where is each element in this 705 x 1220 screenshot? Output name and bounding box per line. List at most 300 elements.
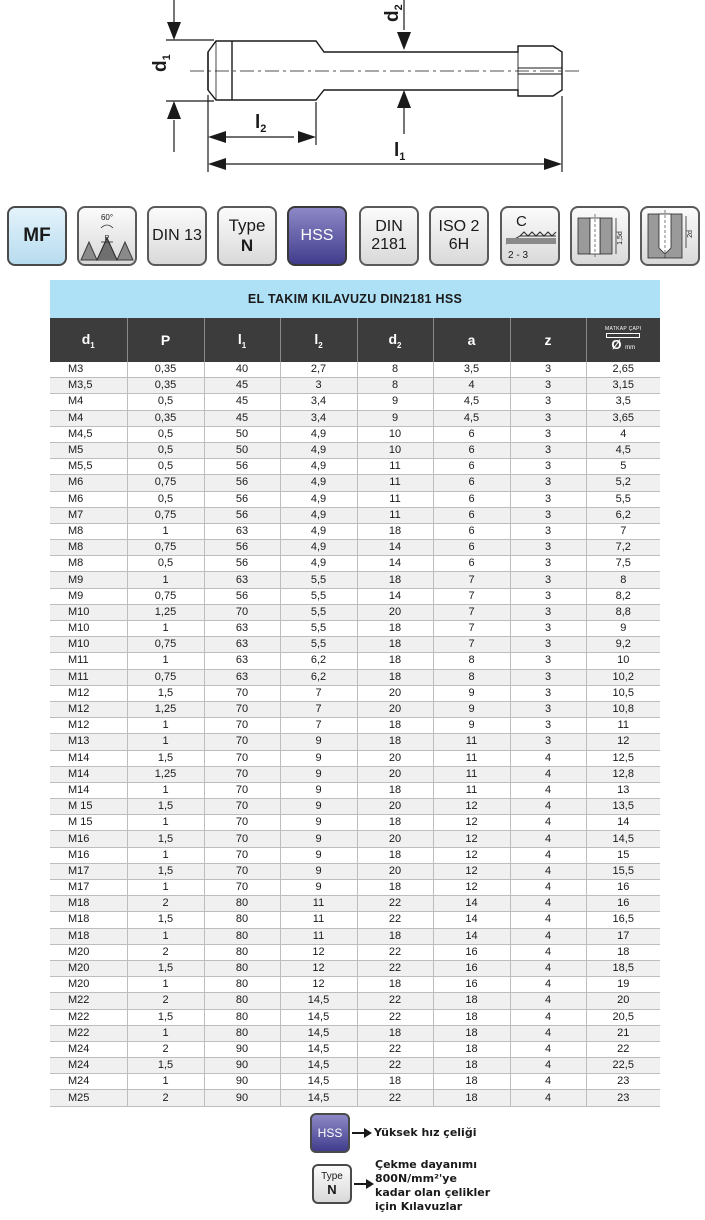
table-cell: 11 [586, 718, 660, 734]
table-cell: 22 [357, 993, 433, 1009]
table-cell: 70 [204, 782, 280, 798]
table-cell: 70 [204, 880, 280, 896]
table-cell: 1,25 [127, 766, 204, 782]
table-cell: 3,65 [586, 410, 660, 426]
table-cell: M14 [50, 782, 127, 798]
table-row [50, 1009, 660, 1025]
table-cell: 63 [204, 523, 280, 539]
table-cell: 3 [510, 637, 586, 653]
table-cell: 1 [127, 977, 204, 993]
table-cell: 7 [433, 604, 510, 620]
table-cell: 3 [510, 426, 586, 442]
table-cell: M16 [50, 831, 127, 847]
mf-badge: MF [7, 206, 67, 266]
column-header-z: z [510, 318, 586, 362]
table-row [50, 1074, 660, 1090]
table-cell: 20 [357, 604, 433, 620]
table-cell: 50 [204, 426, 280, 442]
table-cell: 4 [510, 960, 586, 976]
table-cell: M9 [50, 588, 127, 604]
table-cell: 9 [280, 734, 357, 750]
table-cell: 18 [433, 1090, 510, 1106]
table-cell: 0,5 [127, 491, 204, 507]
table-cell: 18 [357, 815, 433, 831]
table-cell: 70 [204, 734, 280, 750]
table-row [50, 1041, 660, 1057]
table-cell: 2 [127, 896, 204, 912]
table-cell: 1 [127, 1025, 204, 1041]
table-cell: 80 [204, 993, 280, 1009]
table-cell: 9 [280, 799, 357, 815]
table-cell: 4,5 [433, 394, 510, 410]
table-row [50, 685, 660, 701]
table-cell: 0,35 [127, 378, 204, 394]
table-cell: 1 [127, 815, 204, 831]
table-cell: 10,8 [586, 701, 660, 717]
table-cell: 19 [586, 977, 660, 993]
table-cell: 4,9 [280, 523, 357, 539]
table-cell: 1,25 [127, 701, 204, 717]
table-cell: 11 [433, 766, 510, 782]
table-cell: 2,7 [280, 362, 357, 378]
l1-label: $l_1$ [394, 140, 406, 163]
table-cell: 4,9 [280, 491, 357, 507]
table-cell: 0,5 [127, 556, 204, 572]
table-cell: 7 [280, 685, 357, 701]
table-cell: 4 [510, 912, 586, 928]
table-cell: 0,5 [127, 394, 204, 410]
table-cell: 4,5 [433, 410, 510, 426]
table-cell: 5,5 [280, 588, 357, 604]
table-row [50, 928, 660, 944]
table-cell: 9 [280, 880, 357, 896]
table-cell: 80 [204, 928, 280, 944]
table-cell: 16 [586, 896, 660, 912]
table-row [50, 734, 660, 750]
table-cell: 16 [433, 977, 510, 993]
table-cell: 6 [433, 459, 510, 475]
table-cell: 4,9 [280, 507, 357, 523]
table-cell: 4 [510, 1058, 586, 1074]
table-cell: 4 [510, 750, 586, 766]
table-row [50, 475, 660, 491]
spec-badge-row [7, 206, 697, 268]
table-cell: 0,35 [127, 362, 204, 378]
table-cell: 2 [127, 1041, 204, 1057]
table-cell: 20 [357, 863, 433, 879]
table-cell: M 15 [50, 799, 127, 815]
table-cell: 9 [280, 815, 357, 831]
table-cell: 20 [357, 831, 433, 847]
table-row [50, 863, 660, 879]
chamfer-icon [502, 208, 558, 264]
table-cell: 3 [510, 701, 586, 717]
table-row [50, 378, 660, 394]
table-cell: 11 [433, 750, 510, 766]
table-cell: 80 [204, 1009, 280, 1025]
table-cell: 18 [357, 669, 433, 685]
table-cell: 14,5 [586, 831, 660, 847]
through-hole-badge [570, 206, 630, 266]
table-cell: 5,5 [280, 604, 357, 620]
table-cell: M20 [50, 944, 127, 960]
table-row [50, 977, 660, 993]
table-row [50, 442, 660, 458]
table-cell: 7 [433, 621, 510, 637]
table-cell: M6 [50, 491, 127, 507]
table-cell: 0,75 [127, 540, 204, 556]
table-cell: 3 [280, 378, 357, 394]
table-cell: M24 [50, 1041, 127, 1057]
table-cell: 8,8 [586, 604, 660, 620]
table-cell: 45 [204, 378, 280, 394]
table-row [50, 669, 660, 685]
table-cell: 16 [433, 944, 510, 960]
table-row [50, 523, 660, 539]
table-cell: 18 [357, 782, 433, 798]
table-cell: M12 [50, 685, 127, 701]
table-cell: 4 [510, 977, 586, 993]
table-cell: 10 [357, 442, 433, 458]
table-cell: 3 [510, 507, 586, 523]
table-cell: 20 [586, 993, 660, 1009]
table-cell: 10,5 [586, 685, 660, 701]
table-cell: 20 [357, 766, 433, 782]
table-cell: 4 [510, 847, 586, 863]
table-cell: 0,5 [127, 442, 204, 458]
table-cell: 14,5 [280, 1025, 357, 1041]
table-cell: 0,75 [127, 588, 204, 604]
table-cell: 4 [510, 831, 586, 847]
table-cell: 0,75 [127, 507, 204, 523]
table-cell: 8 [433, 653, 510, 669]
table-cell: 1,5 [127, 960, 204, 976]
table-cell: 3 [510, 540, 586, 556]
table-cell: 6 [433, 523, 510, 539]
table-row [50, 604, 660, 620]
table-cell: 4 [586, 426, 660, 442]
table-cell: M24 [50, 1058, 127, 1074]
table-row [50, 993, 660, 1009]
table-cell: 12 [433, 799, 510, 815]
table-cell: 14 [357, 540, 433, 556]
table-cell: 22 [357, 1058, 433, 1074]
table-row [50, 653, 660, 669]
table-cell: M12 [50, 718, 127, 734]
table-cell: 3 [510, 410, 586, 426]
table-cell: 9 [586, 621, 660, 637]
table-cell: 3 [510, 475, 586, 491]
table-cell: 11 [357, 475, 433, 491]
table-row [50, 799, 660, 815]
table-cell: 4 [510, 880, 586, 896]
table-row [50, 491, 660, 507]
thread-profile-icon [79, 208, 135, 264]
table-cell: 18 [357, 734, 433, 750]
table-cell: 11 [280, 928, 357, 944]
table-cell: 4 [510, 863, 586, 879]
svg-text:1,5d: 1,5d [617, 231, 624, 245]
type-n-badge: Type N [217, 206, 277, 266]
table-cell: 70 [204, 847, 280, 863]
table-cell: 3,4 [280, 394, 357, 410]
table-cell: 12,8 [586, 766, 660, 782]
table-cell: 22 [586, 1041, 660, 1057]
table-cell: 9 [357, 410, 433, 426]
table-cell: 11 [357, 507, 433, 523]
table-cell: 90 [204, 1090, 280, 1106]
table-cell: M5 [50, 442, 127, 458]
table-cell: 4 [510, 799, 586, 815]
legend-type-text: Çekme dayanımı 800N/mm²'ye kadar olan çelikler için Kılavuzlar [375, 1158, 491, 1213]
column-header-a: a [433, 318, 510, 362]
table-cell: 18 [357, 847, 433, 863]
table-cell: M8 [50, 540, 127, 556]
table-cell: 0,5 [127, 426, 204, 442]
table-cell: 3 [510, 572, 586, 588]
table-cell: 12 [433, 863, 510, 879]
legend-type-badge: Type N [312, 1164, 352, 1204]
table-cell: 70 [204, 685, 280, 701]
table-cell: M4,5 [50, 426, 127, 442]
table-cell: 0,5 [127, 459, 204, 475]
table-cell: 18 [357, 977, 433, 993]
table-cell: M10 [50, 604, 127, 620]
table-cell: 70 [204, 815, 280, 831]
chamfer-badge [500, 206, 560, 266]
table-cell: M16 [50, 847, 127, 863]
table-cell: 14,5 [280, 1058, 357, 1074]
table-cell: 90 [204, 1058, 280, 1074]
table-row [50, 701, 660, 717]
din13-badge: DIN 13 [147, 206, 207, 266]
table-cell: 14,5 [280, 1041, 357, 1057]
table-cell: 1 [127, 1074, 204, 1090]
column-header-drill-diameter: MATKAP ÇAPI Ø mm [586, 318, 660, 362]
table-cell: M10 [50, 637, 127, 653]
table-cell: 22 [357, 896, 433, 912]
table-cell: M6 [50, 475, 127, 491]
table-cell: 20 [357, 701, 433, 717]
table-cell: 1 [127, 847, 204, 863]
table-cell: 4 [510, 1090, 586, 1106]
table-cell: 4 [510, 928, 586, 944]
column-header-l1: $l_1$ [204, 318, 280, 362]
table-cell: 3 [510, 734, 586, 750]
table-cell: 18 [357, 1025, 433, 1041]
table-cell: 18 [433, 1009, 510, 1025]
table-cell: 63 [204, 621, 280, 637]
table-row [50, 588, 660, 604]
table-row [50, 1058, 660, 1074]
table-row [50, 718, 660, 734]
table-cell: 4 [510, 896, 586, 912]
table-row [50, 556, 660, 572]
table-cell: 9 [280, 831, 357, 847]
table-cell: M18 [50, 912, 127, 928]
table-cell: 4,9 [280, 426, 357, 442]
table-cell: 23 [586, 1090, 660, 1106]
table-cell: 3,4 [280, 410, 357, 426]
table-cell: 14 [433, 928, 510, 944]
table-cell: M4 [50, 410, 127, 426]
table-cell: 5,5 [280, 637, 357, 653]
table-cell: 4,9 [280, 556, 357, 572]
l2-label: $l_2$ [255, 112, 267, 135]
table-cell: 10,2 [586, 669, 660, 685]
table-cell: 70 [204, 750, 280, 766]
table-cell: 8 [433, 669, 510, 685]
table-cell: 7 [280, 718, 357, 734]
table-cell: 18 [357, 523, 433, 539]
table-cell: 18 [357, 928, 433, 944]
table-cell: 14,5 [280, 993, 357, 1009]
table-cell: 14 [357, 588, 433, 604]
table-cell: 13 [586, 782, 660, 798]
table-cell: 17 [586, 928, 660, 944]
table-cell: 18 [357, 880, 433, 896]
table-cell: 22 [357, 1009, 433, 1025]
table-cell: 4 [510, 815, 586, 831]
table-cell: 18 [433, 993, 510, 1009]
table-cell: 6,2 [280, 653, 357, 669]
table-cell: 22 [357, 960, 433, 976]
table-cell: M4 [50, 394, 127, 410]
table-cell: 16 [586, 880, 660, 896]
svg-text:P: P [104, 235, 110, 242]
table-cell: 56 [204, 556, 280, 572]
table-row [50, 960, 660, 976]
table-cell: 9 [433, 701, 510, 717]
table-row [50, 394, 660, 410]
table-cell: 56 [204, 540, 280, 556]
table-cell: 4,9 [280, 459, 357, 475]
blind-hole-icon [642, 208, 698, 264]
table-row [50, 944, 660, 960]
svg-text:2 - 3: 2 - 3 [508, 250, 529, 261]
table-cell: 12 [586, 734, 660, 750]
table-row [50, 750, 660, 766]
table-cell: 6 [433, 540, 510, 556]
tap-dimension-drawing [0, 0, 705, 200]
table-cell: 5,2 [586, 475, 660, 491]
table-cell: M22 [50, 1009, 127, 1025]
table-cell: 7,2 [586, 540, 660, 556]
table-cell: 3 [510, 653, 586, 669]
table-cell: M11 [50, 653, 127, 669]
table-cell: 22 [357, 944, 433, 960]
table-cell: 3,15 [586, 378, 660, 394]
table-cell: 2 [127, 944, 204, 960]
table-row [50, 766, 660, 782]
table-cell: 9 [433, 685, 510, 701]
table-row [50, 1025, 660, 1041]
table-cell: 2,65 [586, 362, 660, 378]
table-cell: 7 [433, 637, 510, 653]
table-cell: 1,5 [127, 799, 204, 815]
svg-text:C: C [516, 213, 527, 230]
table-cell: 12 [433, 880, 510, 896]
table-cell: M11 [50, 669, 127, 685]
table-cell: 9 [280, 766, 357, 782]
table-cell: 18 [433, 1041, 510, 1057]
table-cell: 0,75 [127, 637, 204, 653]
table-cell: 90 [204, 1041, 280, 1057]
table-cell: 9 [433, 718, 510, 734]
table-cell: 12 [433, 831, 510, 847]
table-cell: 3 [510, 669, 586, 685]
table-cell: 6 [433, 426, 510, 442]
table-cell: 18 [586, 944, 660, 960]
svg-text:60°: 60° [100, 213, 114, 222]
table-cell: M7 [50, 507, 127, 523]
table-cell: 4 [510, 766, 586, 782]
table-cell: 1,5 [127, 1009, 204, 1025]
table-cell: 9,2 [586, 637, 660, 653]
table-cell: 1 [127, 621, 204, 637]
table-cell: 50 [204, 442, 280, 458]
table-cell: 18 [357, 637, 433, 653]
table-cell: 16,5 [586, 912, 660, 928]
table-cell: 9 [357, 394, 433, 410]
table-cell: 14 [586, 815, 660, 831]
legend-hss-text: Yüksek hız çeliği [374, 1126, 477, 1139]
table-cell: 70 [204, 701, 280, 717]
table-cell: 3 [510, 394, 586, 410]
table-cell: M17 [50, 863, 127, 879]
table-cell: 6 [433, 556, 510, 572]
table-row [50, 572, 660, 588]
table-cell: 5,5 [280, 572, 357, 588]
table-row [50, 912, 660, 928]
table-cell: 4,9 [280, 540, 357, 556]
table-cell: 11 [280, 896, 357, 912]
table-cell: 18,5 [586, 960, 660, 976]
table-cell: 4 [510, 782, 586, 798]
table-cell: M9 [50, 572, 127, 588]
table-title: EL TAKIM KILAVUZU DIN2181 HSS [50, 280, 660, 318]
table-cell: 18 [357, 1074, 433, 1090]
table-cell: M18 [50, 896, 127, 912]
d1-label: $d_1$ [150, 54, 173, 72]
table-cell: 12 [433, 815, 510, 831]
table-cell: 12 [433, 847, 510, 863]
arrow-right-icon [352, 1126, 374, 1140]
table-cell: 3 [510, 491, 586, 507]
table-cell: 15 [586, 847, 660, 863]
table-cell: 7 [280, 701, 357, 717]
table-cell: M20 [50, 977, 127, 993]
table-cell: 22 [357, 912, 433, 928]
table-row [50, 426, 660, 442]
table-cell: 80 [204, 912, 280, 928]
table-cell: 12 [280, 960, 357, 976]
table-cell: 1,25 [127, 604, 204, 620]
table-cell: 1 [127, 572, 204, 588]
table-cell: M20 [50, 960, 127, 976]
table-cell: 3 [510, 556, 586, 572]
svg-text:2d: 2d [687, 230, 694, 238]
table-cell: 4 [510, 1041, 586, 1057]
table-cell: 21 [586, 1025, 660, 1041]
table-cell: 56 [204, 507, 280, 523]
through-hole-icon [572, 208, 628, 264]
table-cell: 16 [433, 960, 510, 976]
table-cell: 1 [127, 523, 204, 539]
table-cell: 56 [204, 475, 280, 491]
table-row [50, 831, 660, 847]
table-row [50, 459, 660, 475]
